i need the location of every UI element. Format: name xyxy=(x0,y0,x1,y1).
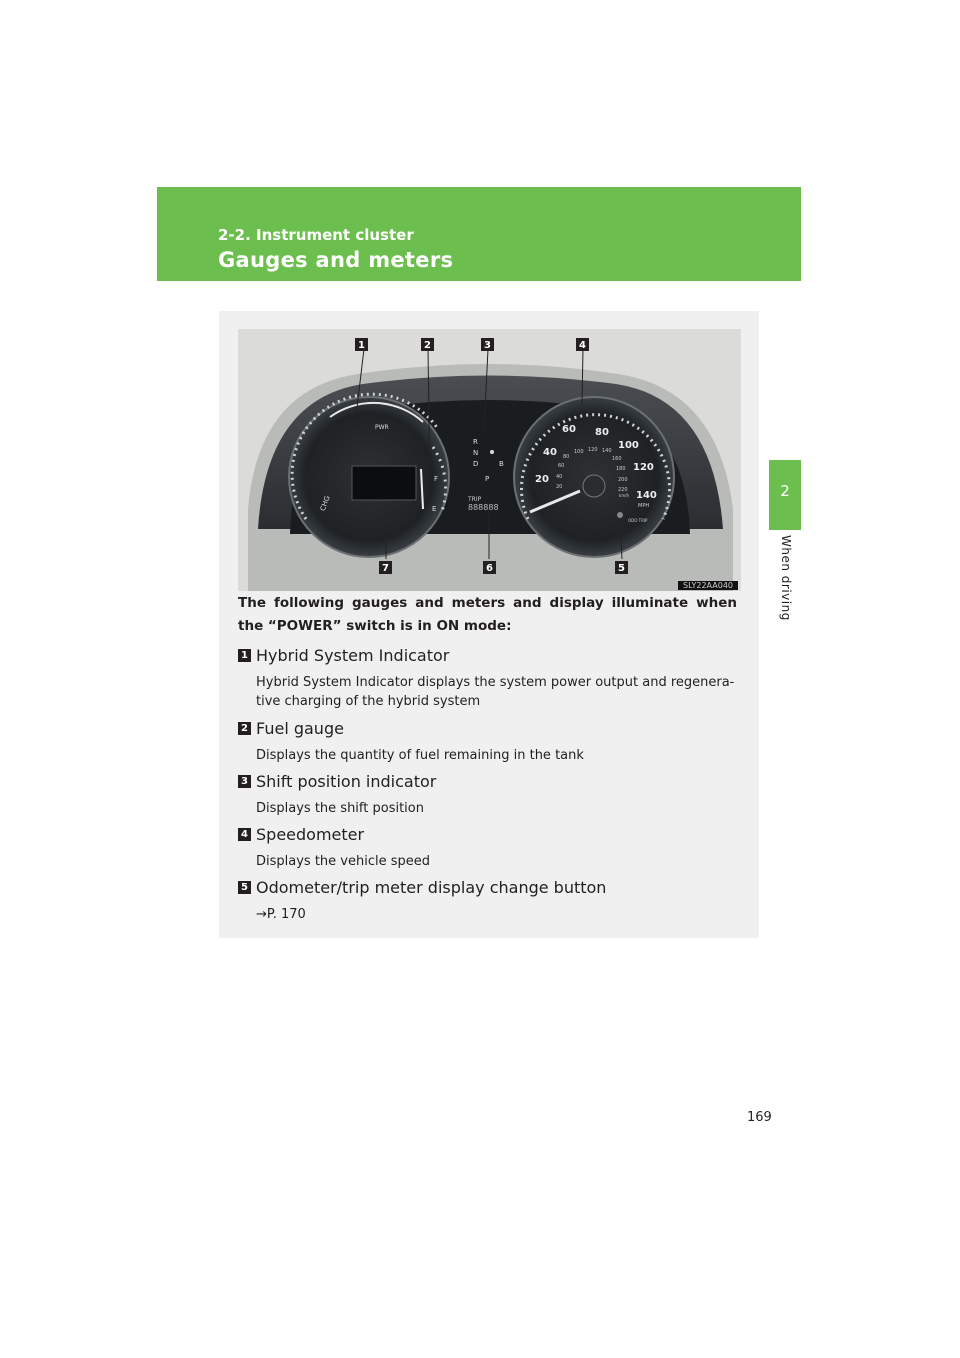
fuel-full-label: F xyxy=(434,475,439,483)
section-number: 2-2. Instrument cluster xyxy=(218,226,414,244)
shift-d: D xyxy=(473,460,479,468)
callout-7 xyxy=(379,561,392,574)
item-title: Shift position indicator xyxy=(256,772,437,791)
callout-2 xyxy=(421,338,434,351)
shift-n: N xyxy=(473,449,479,457)
callout-5 xyxy=(615,561,628,574)
svg-text:4: 4 xyxy=(579,340,586,351)
odometer-digits: 888888 xyxy=(468,503,499,512)
pwr-label: PWR xyxy=(375,424,389,431)
speed-kmh-200: 200 xyxy=(618,477,628,483)
item-title: Hybrid System Indicator xyxy=(256,646,450,665)
figure-code: SLY22AA040 xyxy=(678,581,738,590)
item-description: Displays the vehicle speed xyxy=(256,854,430,869)
speed-mph-100: 100 xyxy=(618,440,639,451)
odo-trip-button[interactable] xyxy=(617,512,623,518)
instrument-cluster-figure xyxy=(238,329,741,591)
fuel-empty-label: E xyxy=(432,505,437,513)
shift-p: P xyxy=(485,475,490,483)
speed-kmh-140: 140 xyxy=(602,448,612,454)
item-description: Displays the shift position xyxy=(256,801,424,816)
callout-6 xyxy=(483,561,496,574)
item-number-badge: 5 xyxy=(238,881,251,894)
item-description: Hybrid System Indicator displays the system power output and regenera-tive charging of the hybrid system xyxy=(256,675,735,709)
svg-text:7: 7 xyxy=(382,563,389,574)
speed-mph-60: 60 xyxy=(562,424,576,435)
speed-kmh-40: 40 xyxy=(556,474,563,480)
speed-mph-40: 40 xyxy=(543,447,557,458)
multi-info-display xyxy=(352,466,416,500)
speed-mph-80: 80 xyxy=(595,427,609,438)
chg-label: CHG xyxy=(318,494,332,513)
speed-mph-140: 140 xyxy=(636,490,657,501)
item-description: Displays the quantity of fuel remaining in the tank xyxy=(256,748,584,763)
shift-b: B xyxy=(499,460,504,468)
chapter-number: 2 xyxy=(780,482,790,500)
speed-kmh-160: 160 xyxy=(612,456,622,462)
svg-text:2: 2 xyxy=(424,340,431,351)
mph-unit: MPH xyxy=(638,503,650,509)
callout-3 xyxy=(481,338,494,351)
shift-r: R xyxy=(473,438,478,446)
speed-kmh-120: 120 xyxy=(588,447,598,453)
svg-text:6: 6 xyxy=(486,563,493,574)
item-title: Speedometer xyxy=(256,825,365,844)
kmh-unit: km/h xyxy=(619,493,630,498)
speed-kmh-60: 60 xyxy=(558,463,565,469)
page-number: 169 xyxy=(747,1110,772,1125)
chapter-label: When driving xyxy=(779,535,793,621)
intro-text: The following gauges and meters and display illuminate when the “POWER” switch is in ON mode: xyxy=(238,595,737,634)
trip-label: TRIP xyxy=(468,496,482,503)
odo-trip-label: ODO TRIP xyxy=(628,518,648,523)
instrument-cluster-illustration xyxy=(238,329,741,591)
page-reference-link[interactable]: →P. 170 xyxy=(256,907,306,922)
item-title: Odometer/trip meter display change button xyxy=(256,878,607,897)
speed-kmh-80: 80 xyxy=(563,454,570,460)
svg-text:3: 3 xyxy=(484,340,491,351)
speed-kmh-180: 180 xyxy=(616,466,626,472)
svg-text:1: 1 xyxy=(358,340,365,351)
page-title: Gauges and meters xyxy=(218,248,454,272)
item-number-badge: 3 xyxy=(238,775,251,788)
callout-4 xyxy=(576,338,589,351)
speed-mph-120: 120 xyxy=(633,462,654,473)
callout-1 xyxy=(355,338,368,351)
speed-kmh-220: 220 xyxy=(618,487,628,493)
item-number-badge: 1 xyxy=(238,649,251,662)
svg-text:5: 5 xyxy=(618,563,625,574)
speed-kmh-100: 100 xyxy=(574,449,584,455)
speed-kmh-20: 20 xyxy=(556,484,563,490)
item-number-badge: 4 xyxy=(238,828,251,841)
item-title: Fuel gauge xyxy=(256,719,344,738)
speed-mph-20: 20 xyxy=(535,474,549,485)
item-number-badge: 2 xyxy=(238,722,251,735)
